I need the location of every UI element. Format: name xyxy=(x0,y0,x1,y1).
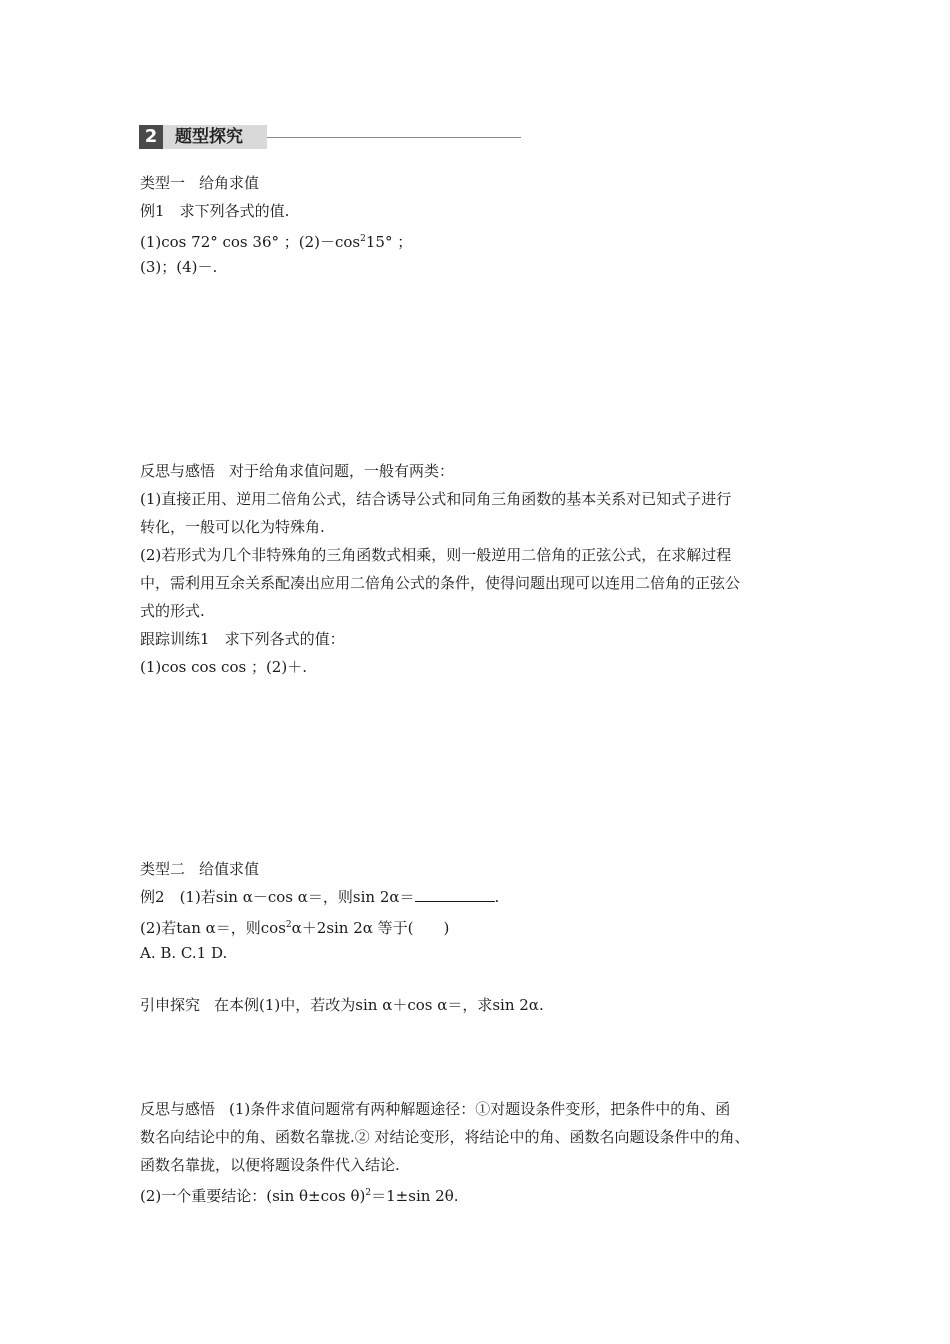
reflection2-p1b: 数名向结论中的角、函数名靠拢.② 对结论变形，将结论中的角、函数名向题设条件中的角、 xyxy=(140,1128,750,1146)
example2-label: 例2 xyxy=(140,888,165,906)
example1-line1-text: (1)cos 72° cos 36° ；(2)－cos xyxy=(140,233,361,251)
reflection1-label: 反思与感悟 xyxy=(140,462,216,480)
training1-heading xyxy=(140,629,345,649)
example2-options: A. B. C.1 D. xyxy=(140,944,228,962)
example1-label: 例1 xyxy=(140,202,165,220)
reflection1-p1b: 转化，一般可以化为特殊角. xyxy=(140,518,325,536)
extension xyxy=(140,995,544,1015)
reflection2-p1a-text: (1)条件求值问题常有两种解题途径：①对题设条件变形，把条件中的角、函 xyxy=(229,1100,731,1118)
extension-text: 在本例(1)中，若改为sin α＋cos α＝，求sin 2α. xyxy=(214,996,544,1014)
type1-title: 给角求值 xyxy=(199,174,260,192)
example2-part1-text: (1)若sin α－cos α＝，则sin 2α＝ xyxy=(179,888,415,906)
reflection1-p1a: (1)直接正用、逆用二倍角公式，结合诱导公式和同角三角函数的基本关系对已知式子进行 xyxy=(140,490,732,508)
reflection1-p2a: (2)若形式为几个非特殊角的三角函数式相乘，则一般逆用二倍角的正弦公式，在求解过程 xyxy=(140,546,732,564)
reflection1-intro-text: 对于给角求值问题，一般有两类： xyxy=(229,462,455,480)
example1-heading xyxy=(140,201,289,221)
type2-heading xyxy=(140,859,259,879)
example2-part2 xyxy=(140,915,449,938)
training1-line: (1)cos cos cos ；(2)＋. xyxy=(140,658,307,676)
reflection2-p2-tail: ＝1±sin 2θ. xyxy=(371,1187,459,1205)
training1-text: 求下列各式的值： xyxy=(224,630,345,648)
reflection2-label: 反思与感悟 xyxy=(140,1100,216,1118)
example1-line1-tail: 15° ； xyxy=(365,233,413,251)
example1-line1-sup: 2 xyxy=(360,234,366,244)
section-rule xyxy=(267,137,521,138)
example1-text: 求下列各式的值. xyxy=(179,202,290,220)
reflection2-p1c: 函数名靠拢，以便将题设条件代入结论. xyxy=(140,1156,400,1174)
example1-line1 xyxy=(140,229,412,252)
reflection1-p2c: 式的形式. xyxy=(140,602,205,620)
type1-heading xyxy=(140,173,259,193)
training1-label: 跟踪训练1 xyxy=(140,630,210,648)
section-title: 题型探究 xyxy=(175,127,243,147)
example2-part1-end: . xyxy=(494,888,500,906)
reflection2-p2-sup: 2 xyxy=(365,1188,372,1198)
type2-title: 给值求值 xyxy=(199,860,260,878)
section-number: 2 xyxy=(139,125,163,149)
type2-label: 类型二 xyxy=(140,860,186,878)
answer-blank[interactable] xyxy=(415,887,495,902)
section-header xyxy=(139,125,521,149)
example1-line2: (3)；(4)－. xyxy=(140,258,218,276)
reflection1-intro xyxy=(140,461,454,481)
reflection2-p2 xyxy=(140,1183,459,1206)
example2-part2-tail: α＋2sin 2α 等于( ) xyxy=(291,919,450,937)
extension-label: 引申探究 xyxy=(140,996,201,1014)
example2-part2-sup: 2 xyxy=(285,920,292,930)
example2-part2-text: (2)若tan α＝，则cos xyxy=(140,919,286,937)
type1-label: 类型一 xyxy=(140,174,186,192)
example2-part1 xyxy=(140,887,499,907)
reflection1-p2b: 中，需利用互余关系配凑出应用二倍角公式的条件，使得问题出现可以连用二倍角的正弦公 xyxy=(140,574,741,592)
reflection2-p1a xyxy=(140,1099,730,1119)
reflection2-p2-text: (2)一个重要结论：(sin θ±cos θ) xyxy=(140,1187,366,1205)
